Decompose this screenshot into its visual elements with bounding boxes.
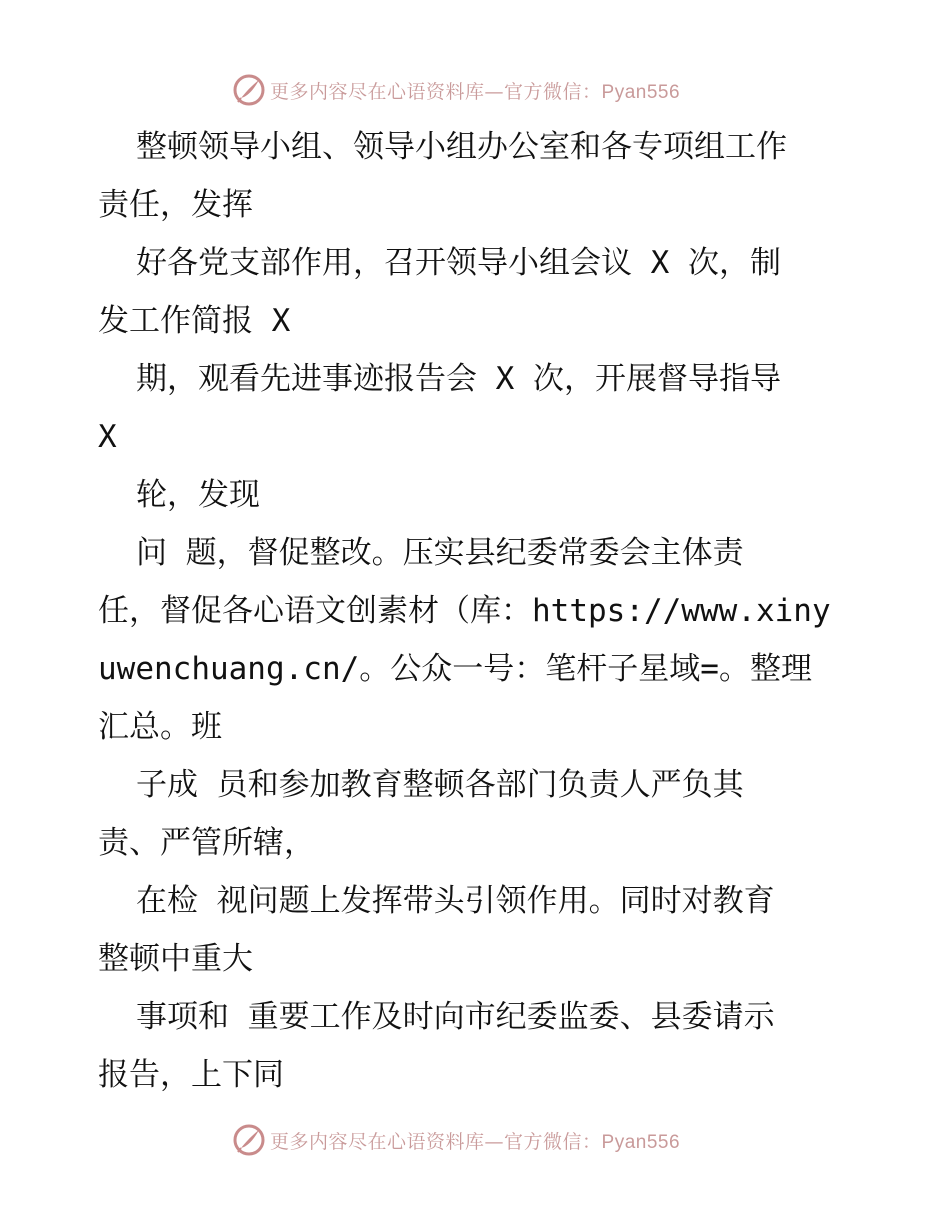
body-line: 汇总。班 [98, 709, 222, 745]
body-line: 子成 员和参加教育整顿各部门负责人严负其 [136, 767, 744, 803]
watermark-text: 更多内容尽在心语资料库—官方微信：Pyan556 [270, 1130, 681, 1153]
body-line: 好各党支部作用，召开领导小组会议 X 次，制 [136, 245, 781, 281]
body-text [98, 118, 858, 1104]
quill-logo-icon [232, 1123, 266, 1157]
body-line: 问 题，督促整改。压实县纪委常委会主体责 [136, 535, 744, 571]
body-line: 事项和 重要工作及时向市纪委监委、县委请示 [136, 999, 775, 1035]
quill-logo-icon [232, 73, 266, 107]
body-line: 期，观看先进事迹报告会 X 次，开展督导指导 [136, 361, 781, 397]
body-line: 责、严管所辖， [98, 825, 315, 861]
body-line: 发工作简报 X [98, 303, 291, 339]
body-line: 责任，发挥 [98, 187, 253, 223]
body-line: 整顿中重大 [98, 941, 253, 977]
body-line: uwenchuang.cn/。公众一号：笔杆子星域=。整理 [98, 651, 812, 687]
watermark-text: 更多内容尽在心语资料库—官方微信：Pyan556 [270, 80, 681, 103]
body-line: 整顿领导小组、领导小组办公室和各专项组工作 [136, 129, 787, 165]
body-line: 报告，上下同 [98, 1057, 284, 1093]
body-line: 轮，发现 [136, 477, 260, 513]
footer-watermark [232, 1120, 680, 1160]
body-line: 任，督促各心语文创素材（库：https://www.xiny [98, 593, 831, 629]
body-line: 在检 视问题上发挥带头引领作用。同时对教育 [136, 883, 775, 919]
header-watermark [232, 70, 680, 110]
body-line: X [98, 419, 117, 455]
